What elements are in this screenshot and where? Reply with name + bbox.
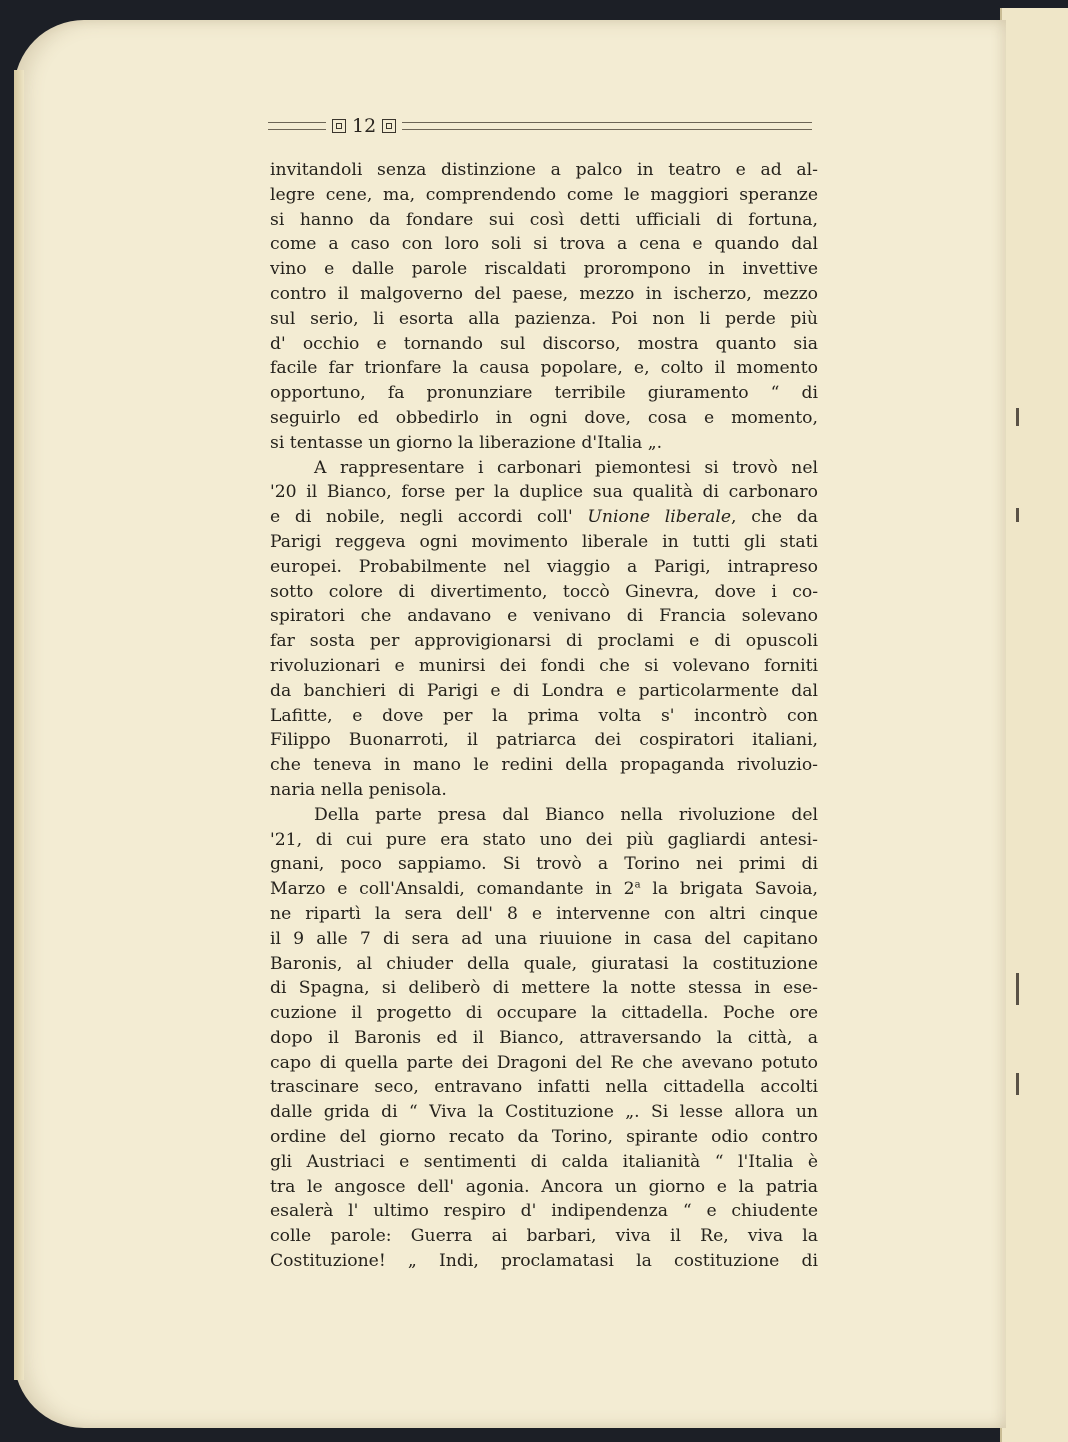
page-mark (1016, 1073, 1019, 1095)
text-line: gnani, poco sappiamo. Si trovò a Torino nei primi di (270, 854, 818, 875)
text-line: come a caso con loro soli si trova a cena e quando dal (270, 234, 818, 255)
text-line: seguirlo ed obbedirlo in ogni dove, cosa e momento, (270, 407, 818, 428)
body-text (270, 158, 818, 1274)
text-line: vino e dalle parole riscaldati prorompono in invettive (270, 259, 818, 280)
superscript: a (634, 879, 641, 891)
text-line: cuzione il progetto di occupare la cittadella. Poche ore (270, 1003, 818, 1024)
facing-page-edge (1000, 8, 1068, 1442)
text-line: si hanno da fondare sui così detti ufficiali di fortuna, (270, 209, 818, 230)
text-line: legre cene, ma, comprendendo come le maggiori speranze (270, 184, 818, 205)
page-mark (1016, 508, 1019, 522)
text-line: rivoluzionari e munirsi dei fondi che si volevano forniti (270, 655, 818, 676)
text-line: ordine del giorno recato da Torino, spirante odio contro (270, 1127, 818, 1148)
header-rule-right (402, 122, 812, 130)
text-line: Baronis, al chiuder della quale, giuratasi la costituzione (270, 953, 818, 974)
text-span: Marzo e coll'Ansaldi, comandante in 2 (270, 879, 635, 900)
text-line: ne ripartì la sera dell' 8 e intervenne con altri cinque (270, 903, 818, 924)
text-line-with-superscript (270, 877, 818, 902)
text-line: dopo il Baronis ed il Bianco, attraversando la città, a (270, 1027, 818, 1048)
text-line: Costituzione! „ Indi, proclamatasi la costituzione di (270, 1251, 818, 1272)
text-line-with-italic (270, 505, 818, 530)
ornament-square-icon (332, 119, 346, 133)
text-line: facile far trionfare la causa popolare, e, colto il momento (270, 358, 818, 379)
text-line: dalle grida di “ Viva la Costituzione „. Si lesse allora un (270, 1102, 818, 1123)
text-line: invitandoli senza distinzione a palco in teatro e ad al- (270, 160, 818, 180)
page-mark (1016, 973, 1019, 1005)
text-line: opportuno, fa pronunziare terribile giuramento “ di (270, 383, 818, 404)
text-line: Filippo Buonarroti, il patriarca dei cospiratori italiani, (270, 730, 818, 751)
text-line: sotto colore di divertimento, toccò Ginevra, dove i co- (270, 581, 818, 602)
text-line: '20 il Bianco, forse per la duplice sua qualità di carbonaro (270, 482, 818, 503)
page-binding-edge (14, 70, 24, 1380)
text-line: di Spagna, si deliberò di mettere la notte stessa in ese- (270, 978, 818, 999)
text-line: capo di quella parte dei Dragoni del Re che avevano potuto (270, 1052, 818, 1073)
page-number: 12 (352, 115, 377, 137)
text-line: sul serio, li esorta alla pazienza. Poi non li perde più (270, 308, 818, 329)
text-line: esalerà l' ultimo respiro d' indipendenza “ e chiudente (270, 1201, 818, 1222)
text-line: trascinare seco, entravano infatti nella cittadella accolti (270, 1077, 818, 1098)
text-line: d' occhio e tornando sul discorso, mostra quanto sia (270, 333, 818, 354)
header-rule-left (268, 122, 326, 130)
text-line: Lafitte, e dove per la prima volta s' incontrò con (270, 705, 818, 726)
italic-title: Unione liberale (587, 507, 732, 528)
text-line: da banchieri di Parigi e di Londra e particolarmente dal (270, 680, 818, 701)
text-line: tra le angosce dell' agonia. Ancora un giorno e la patria (270, 1176, 818, 1197)
paragraph-start-line: Della parte presa dal Bianco nella rivoluzione del (314, 804, 818, 825)
text-line: naria nella penisola. (270, 779, 447, 800)
page-header (268, 114, 812, 138)
text-line: gli Austriaci e sentimenti di calda italianità “ l'Italia è (270, 1151, 818, 1172)
text-line: far sosta per approvigionarsi di proclami e di opuscoli (270, 631, 818, 652)
paragraph-start-line: A rappresentare i carbonari piemontesi si trovò nel (314, 457, 818, 478)
text-line: il 9 alle 7 di sera ad una riuuione in casa del capitano (270, 928, 818, 949)
text-line: si tentasse un giorno la liberazione d'Italia „. (270, 432, 663, 453)
page-mark (1016, 408, 1019, 426)
text-line: colle parole: Guerra ai barbari, viva il Re, viva la (270, 1226, 818, 1247)
text-line: '21, di cui pure era stato uno dei più gagliardi antesi- (270, 829, 818, 850)
text-span: e di nobile, negli accordi coll' (270, 507, 573, 528)
text-span: , che da (731, 507, 818, 528)
text-line: europei. Probabilmente nel viaggio a Parigi, intrapreso (270, 556, 818, 577)
text-line: Parigi reggeva ogni movimento liberale in tutti gli stati (270, 531, 818, 552)
text-span: la brigata Savoia, (640, 879, 818, 900)
text-line: contro il malgoverno del paese, mezzo in ischerzo, mezzo (270, 283, 818, 304)
text-line: che teneva in mano le redini della propaganda rivoluzio- (270, 755, 818, 776)
ornament-square-icon (382, 119, 396, 133)
text-line: spiratori che andavano e venivano di Francia solevano (270, 606, 818, 627)
